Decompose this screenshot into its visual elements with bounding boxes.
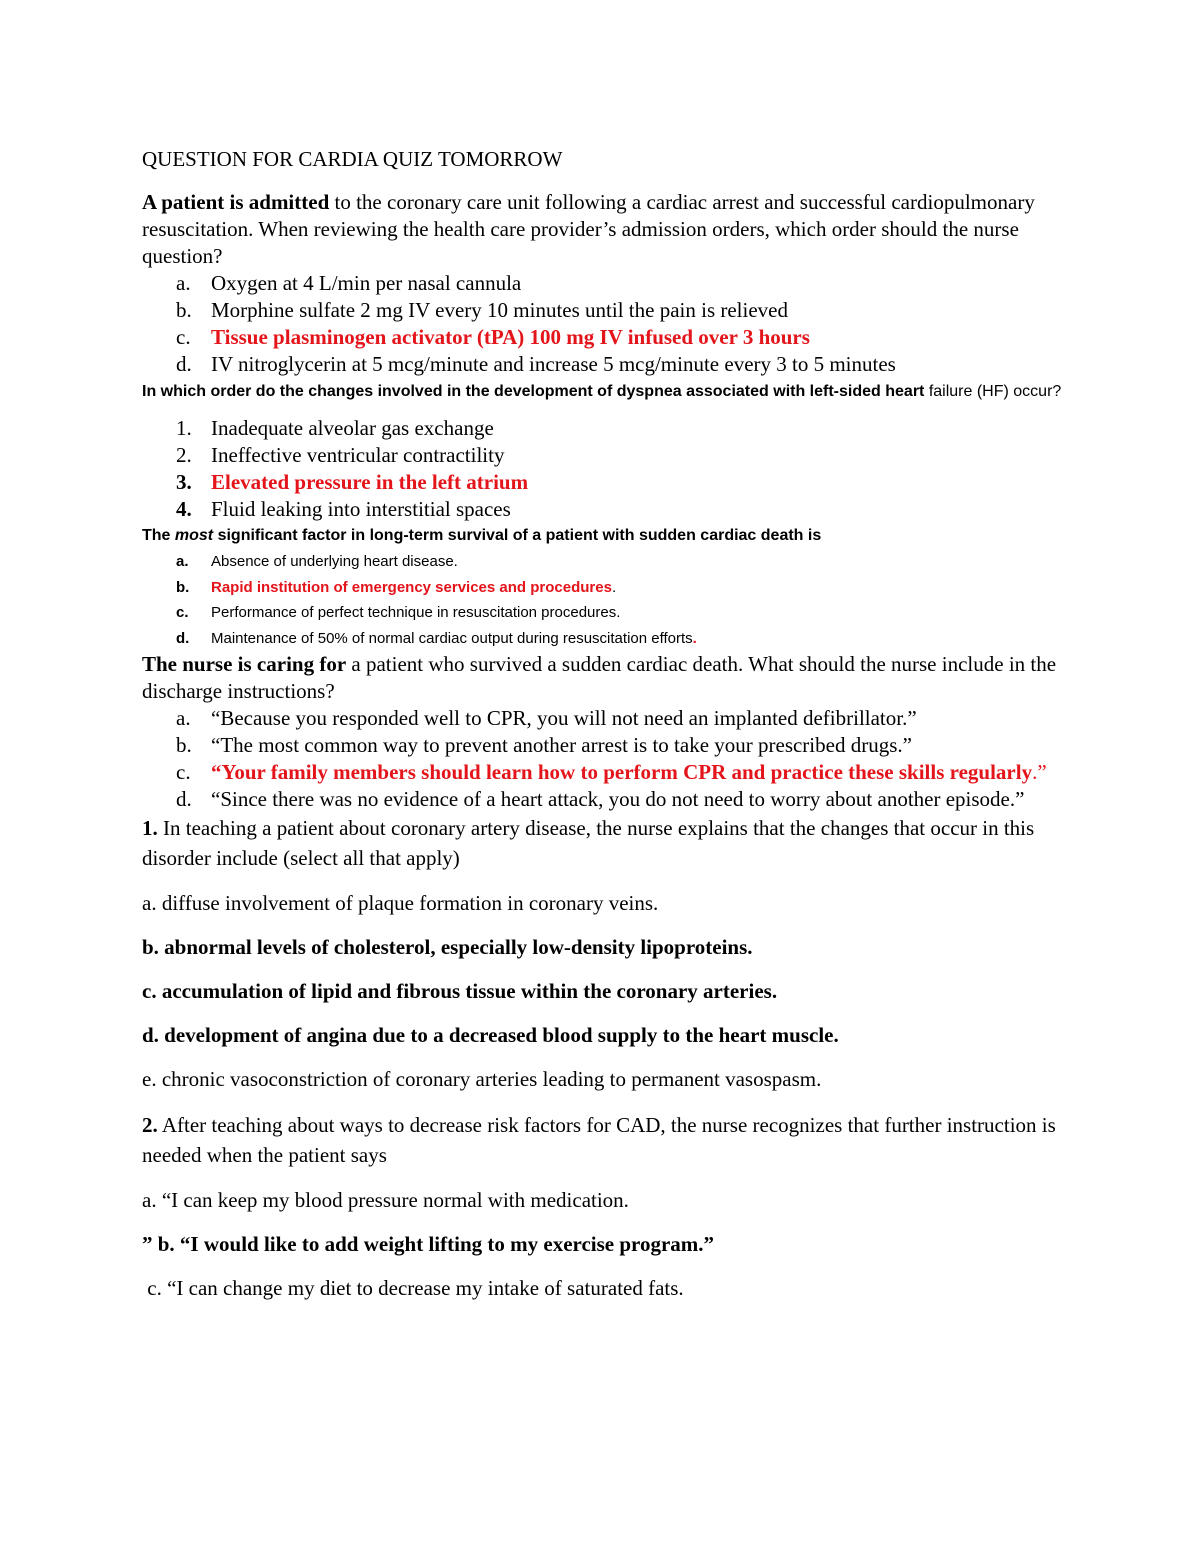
option-6b: ” b. “I would like to add weight lifting to my exercise program.” (142, 1232, 715, 1256)
question-5-stem: 1. In teaching a patient about coronary artery disease, the nurse explains that the changes that occur in this disorder include (select all that apply) (142, 816, 1035, 870)
option-2-4: 4. Fluid leaking into interstitial spaces (176, 497, 511, 521)
option-1d: d. IV nitroglycerin at 5 mcg/minute and increase 5 mcg/minute every 3 to 5 minutes (176, 352, 896, 376)
question-1 (142, 189, 1062, 378)
question-1-stem (142, 189, 1062, 270)
option-5b: b. abnormal levels of cholesterol, especially low-density lipoproteins. (142, 935, 753, 959)
option-5e: e. chronic vasoconstriction of coronary arteries leading to permanent vasospasm. (142, 1067, 822, 1091)
question-5 (142, 813, 1062, 1093)
option-2-1: 1. Inadequate alveolar gas exchange (176, 416, 494, 440)
option-4a: a. “Because you responded well to CPR, you will not need an implanted defibrillator.” (176, 706, 917, 730)
option-4b: b. “The most common way to prevent another arrest is to take your prescribed drugs.” (176, 733, 912, 757)
option-6a: a. “I can keep my blood pressure normal with medication. (142, 1188, 629, 1212)
option-4c-answer: c. “Your family members should learn how to perform CPR and practice these skills regularly.” (176, 760, 1047, 784)
question-6 (142, 1110, 1062, 1302)
document-body (142, 146, 1062, 1319)
option-1a: a. Oxygen at 4 L/min per nasal cannula (176, 271, 522, 295)
option-3a: a. Absence of underlying heart disease. (176, 553, 458, 570)
option-3d: d. Maintenance of 50% of normal cardiac output during resuscitation efforts. (176, 629, 697, 647)
option-1b: b. Morphine sulfate 2 mg IV every 10 minutes until the pain is relieved (176, 298, 788, 322)
question-2-stem: In which order do the changes involved in the development of dyspnea associated with left-sided heart failure (HF) occur? (142, 383, 1062, 400)
question-1-lead: A patient is admitted (142, 190, 330, 214)
question-6-stem: 2. After teaching about ways to decrease risk factors for CAD, the nurse recognizes that further instruction is needed when the patient says (142, 1113, 1056, 1167)
option-5a: a. diffuse involvement of plaque formation in coronary veins. (142, 891, 659, 915)
question-3 (142, 523, 1062, 651)
option-1c-answer: c. Tissue plasminogen activator (tPA) 100 mg IV infused over 3 hours (176, 325, 810, 349)
option-2-2: 2. Ineffective ventricular contractility (176, 443, 505, 467)
question-4-stem: The nurse is caring for a patient who survived a sudden cardiac death. What should the nurse include in the discharge instructions? (142, 652, 1057, 703)
question-2 (142, 378, 1062, 523)
option-2-3-answer: 3. Elevated pressure in the left atrium (176, 470, 529, 494)
question-3-stem: The most significant factor in long-term survival of a patient with sudden cardiac death is (142, 527, 822, 544)
option-4d: d. “Since there was no evidence of a heart attack, you do not need to worry about another episode.” (176, 787, 1025, 811)
question-4 (142, 651, 1062, 813)
option-5c: c. accumulation of lipid and fibrous tissue within the coronary arteries. (142, 979, 778, 1003)
question-1-rest: to the coronary care unit following a cardiac arrest and successful cardiopulmonary resuscitation. When reviewing the health care provider’s admission orders, which order should the nurse question? (142, 190, 1035, 268)
option-3b-answer: b. Rapid institution of emergency services and procedures. (176, 578, 617, 596)
option-3c: c. Performance of perfect technique in resuscitation procedures. (176, 604, 621, 621)
option-5d: d. development of angina due to a decreased blood supply to the heart muscle. (142, 1023, 839, 1047)
page-title: QUESTION FOR CARDIA QUIZ TOMORROW (142, 147, 563, 171)
option-6c: c. “I can change my diet to decrease my intake of saturated fats. (142, 1276, 684, 1300)
